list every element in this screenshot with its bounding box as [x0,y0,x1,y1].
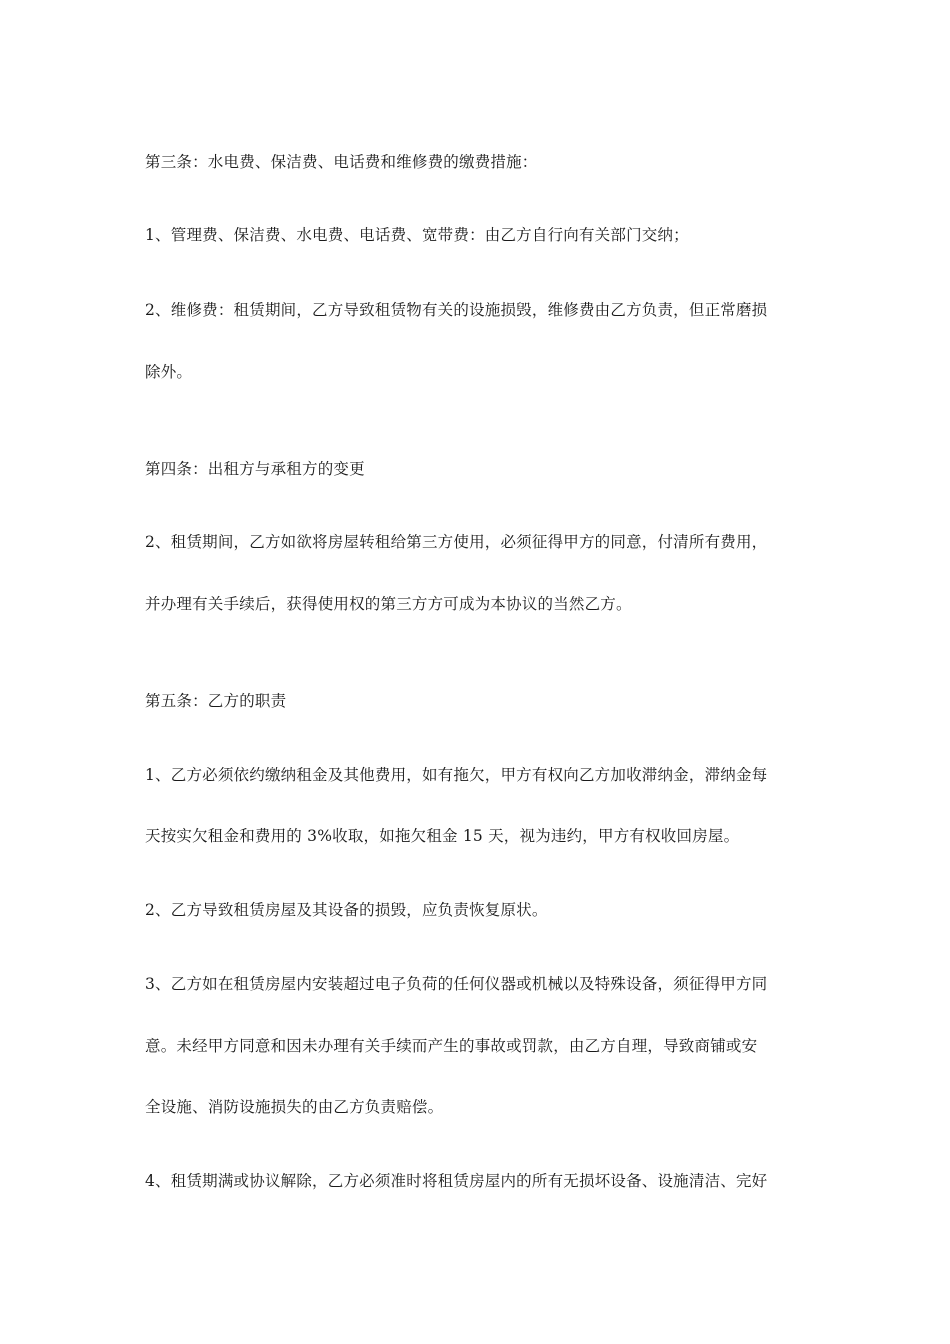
article-5-clause-1-line-2: 天按实欠租金和费用的 3%收取，如拖欠租金 15 天，视为违约，甲方有权收回房屋。 [145,827,740,845]
article-5-clause-4-line-1: 4、租赁期满或协议解除，乙方必须准时将租赁房屋内的所有无损坏设备、设施清洁、完好 [145,1172,768,1190]
article-4-heading: 第四条：出租方与承租方的变更 [145,460,365,478]
article-4-clause-2-line-1: 2、租赁期间，乙方如欲将房屋转租给第三方使用，必须征得甲方的同意，付清所有费用， [145,533,768,551]
article-3-clause-2-line-2: 除外。 [145,363,193,381]
article-5-clause-3-line-2: 意。未经甲方同意和因未办理有关手续而产生的事故或罚款，由乙方自理，导致商铺或安 [145,1037,758,1055]
article-5-clause-2: 2、乙方导致租赁房屋及其设备的损毁，应负责恢复原状。 [145,901,548,919]
article-5-clause-3-line-3: 全设施、消防设施损失的由乙方负责赔偿。 [145,1098,444,1116]
article-5-clause-1-line-1: 1、乙方必须依约缴纳租金及其他费用，如有拖欠，甲方有权向乙方加收滞纳金，滞纳金每 [145,766,768,784]
article-5-clause-3-line-1: 3、乙方如在租赁房屋内安装超过电子负荷的任何仪器或机械以及特殊设备，须征得甲方同 [145,975,768,993]
article-3-clause-1: 1、管理费、保洁费、水电费、电话费、宽带费：由乙方自行向有关部门交纳； [145,226,689,244]
article-3-clause-2-line-1: 2、维修费：租赁期间，乙方导致租赁物有关的设施损毁，维修费由乙方负责，但正常磨损 [145,301,768,319]
article-5-heading: 第五条：乙方的职责 [145,692,287,710]
article-3-heading: 第三条：水电费、保洁费、电话费和维修费的缴费措施： [145,153,538,171]
article-4-clause-2-line-2: 并办理有关手续后，获得使用权的第三方方可成为本协议的当然乙方。 [145,595,632,613]
